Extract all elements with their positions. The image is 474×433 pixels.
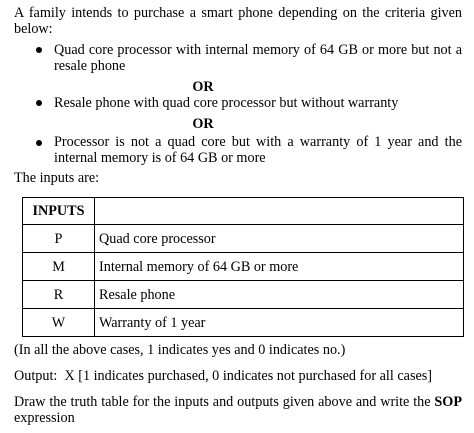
input-code: P bbox=[23, 225, 95, 253]
input-desc: Internal memory of 64 GB or more bbox=[95, 253, 464, 281]
bullet-icon bbox=[36, 140, 42, 146]
table-row bbox=[23, 225, 464, 253]
table-row bbox=[23, 253, 464, 281]
table-header-empty bbox=[95, 198, 464, 225]
or-separator-2: OR bbox=[192, 116, 214, 132]
input-code: M bbox=[23, 253, 95, 281]
table-header: INPUTS bbox=[23, 198, 95, 225]
table-row bbox=[23, 309, 464, 337]
bullet-icon bbox=[36, 47, 42, 53]
criterion-2: Resale phone with quad core processor but without warranty bbox=[54, 95, 399, 111]
input-code: W bbox=[23, 309, 95, 337]
input-desc: Resale phone bbox=[95, 281, 464, 309]
output-text: Output: X [1 indicates purchased, 0 indicates not purchased for all cases] bbox=[14, 368, 433, 384]
or-separator-1: OR bbox=[192, 79, 214, 95]
input-desc: Warranty of 1 year bbox=[95, 309, 464, 337]
table-header-row bbox=[23, 198, 464, 225]
inputs-table bbox=[22, 197, 464, 337]
task-text bbox=[14, 394, 462, 426]
criterion-3: Processor is not a quad core but with a warranty of 1 year and the internal memory is of 64 GB or more bbox=[54, 134, 462, 166]
input-code: R bbox=[23, 281, 95, 309]
input-desc: Quad core processor bbox=[95, 225, 464, 253]
inputs-intro: The inputs are: bbox=[14, 170, 100, 186]
intro-text: A family intends to purchase a smart phone depending on the criteria given below: bbox=[14, 5, 462, 37]
note-text: (In all the above cases, 1 indicates yes and 0 indicates no.) bbox=[14, 342, 346, 358]
task-sop: SOP bbox=[434, 394, 462, 410]
bullet-icon bbox=[36, 100, 42, 106]
task-suffix: expression bbox=[14, 410, 75, 426]
criterion-1: Quad core processor with internal memory of 64 GB or more but not a resale phone bbox=[54, 42, 462, 74]
table-row bbox=[23, 281, 464, 309]
task-prefix: Draw the truth table for the inputs and outputs given above and write the bbox=[14, 394, 435, 410]
